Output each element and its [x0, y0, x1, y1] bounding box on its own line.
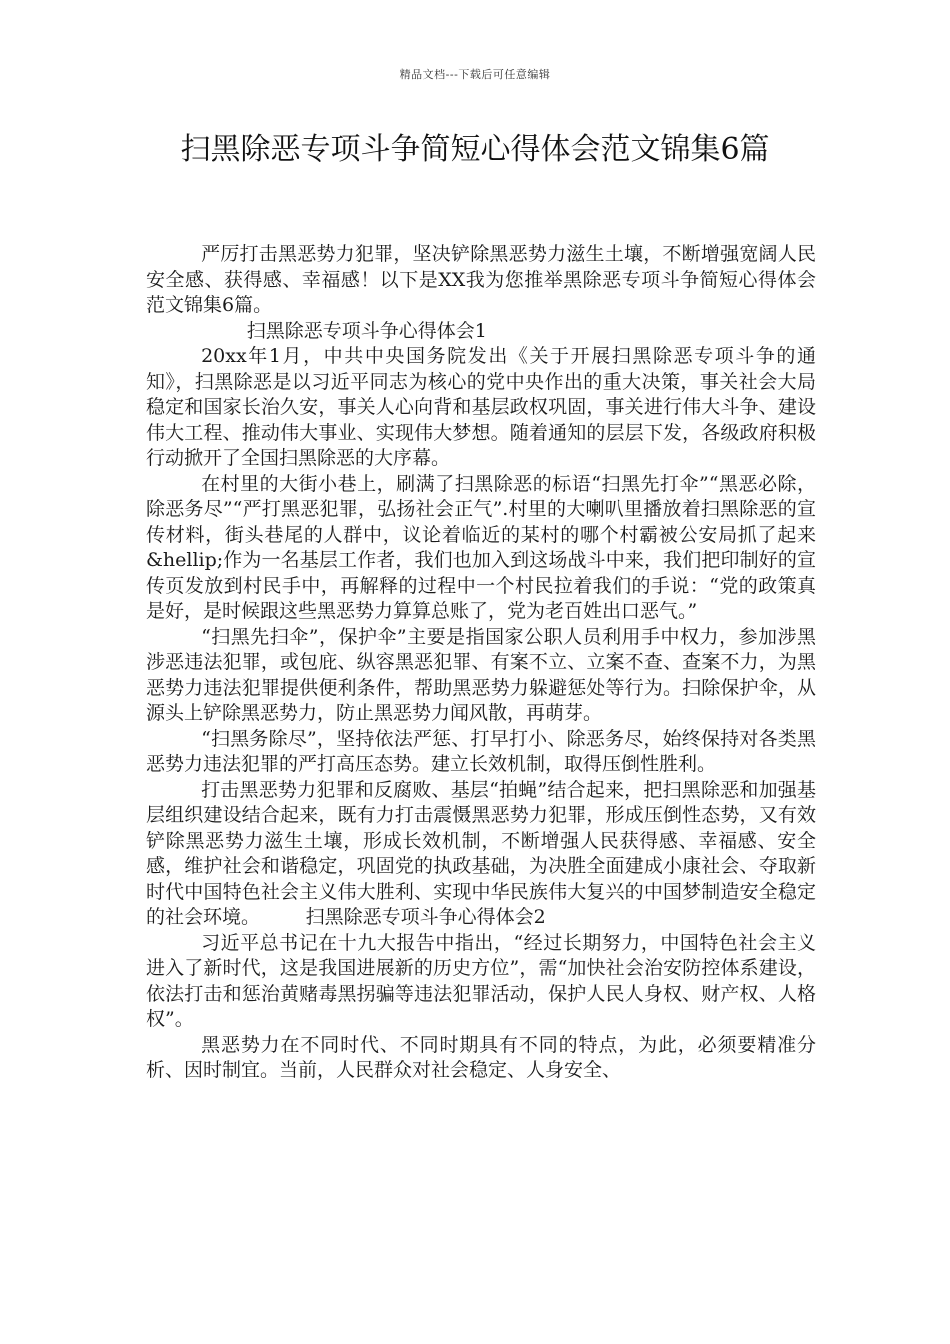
document-body [146, 242, 816, 1084]
header-note: 精品文档---下载后可任意编辑 [399, 68, 551, 81]
body-paragraph: 习近平总书记在十九大报告中指出，“经过长期努力，中国特色社会主义进入了新时代，这是我国进展新的历史方位”，需“加快社会治安防控体系建设，依法打击和惩治黄赌毒黑拐骗等违法犯罪活动，保护人民人身权、财产权、人格权”。 [146, 931, 816, 1030]
body-paragraph: “扫黑务除尽”，坚持依法严惩、打早打小、除恶务尽，始终保持对各类黑恶势力违法犯罪的严打高压态势。建立长效机制，取得压倒性胜利。 [146, 727, 816, 775]
section-heading-2: 扫黑除恶专项斗争心得体会2 [305, 906, 546, 928]
body-paragraph [146, 778, 816, 931]
intro-paragraph: 严厉打击黑恶势力犯罪，坚决铲除黑恶势力滋生土壤，不断增强宽阔人民安全感、获得感、幸福感！以下是XX我为您推举黑除恶专项斗争简短心得体会范文锦集6篇。 [146, 243, 816, 316]
section-heading-1: 扫黑除恶专项斗争心得体会1 [246, 319, 487, 342]
body-paragraph: 在村里的大街小巷上，刷满了扫黑除恶的标语“扫黑先打伞”“黑恶必除，除恶务尽”“严打黑恶犯罪，弘扬社会正气”.村里的大喇叭里播放着扫黑除恶的宣传材料，街头巷尾的人群中，议论着临近的某村的哪个村霸被公安局抓了起来&hellip;作为一名基层工作者，我们也加入到这场战斗中来，我们把印制好的宣传页发放到村民手中，再解释的过程中一个村民拉着我们的手说：“党的政策真是好，是时候跟这些黑恶势力算算总账了，党为老百姓出口恶气。” [146, 472, 816, 622]
body-paragraph: “扫黑先扫伞”，保护伞”主要是指国家公职人员利用手中权力，参加涉黑涉恶违法犯罪，或包庇、纵容黑恶犯罪、有案不立、立案不查、查案不力，为黑恶势力违法犯罪提供便利条件，帮助黑恶势力躲避惩处等行为。扫除保护伞，从源头上铲除黑恶势力，防止黑恶势力闻风散，再萌芽。 [146, 625, 816, 724]
body-paragraph: 20xx年1月，中共中央国务院发出《关于开展扫黑除恶专项斗争的通知》，扫黑除恶是以习近平同志为核心的党中央作出的重大决策，事关社会大局稳定和国家长治久安，事关人心向背和基层政权巩固，事关进行伟大斗争、建设伟大工程、推动伟大事业、实现伟大梦想。随着通知的层层下发，各级政府积极行动掀开了全国扫黑除恶的大序幕。 [146, 345, 816, 469]
body-paragraph: 黑恶势力在不同时代、不同时期具有不同的特点，为此，必须要精准分析、因时制宜。当前，人民群众对社会稳定、人身安全、 [146, 1033, 816, 1081]
document-title: 扫黑除恶专项斗争简短心得体会范文锦集6篇 [180, 132, 770, 167]
body-paragraph-text: 打击黑恶势力犯罪和反腐败、基层“拍蝇”结合起来，把扫黑除恶和加强基层组织建设结合起来，既有力打击震慑黑恶势力犯罪，形成压倒性态势，又有效铲除黑恶势力滋生土壤，形成长效机制，不断增强人民获得感、幸福感、安全感，维护社会和谐稳定，巩固党的执政基础，为决胜全面建成小康社会、夺取新时代中国特色社会主义伟大胜利、实现中华民族伟大复兴的中国梦制造安全稳定的社会环境。 [146, 778, 816, 928]
